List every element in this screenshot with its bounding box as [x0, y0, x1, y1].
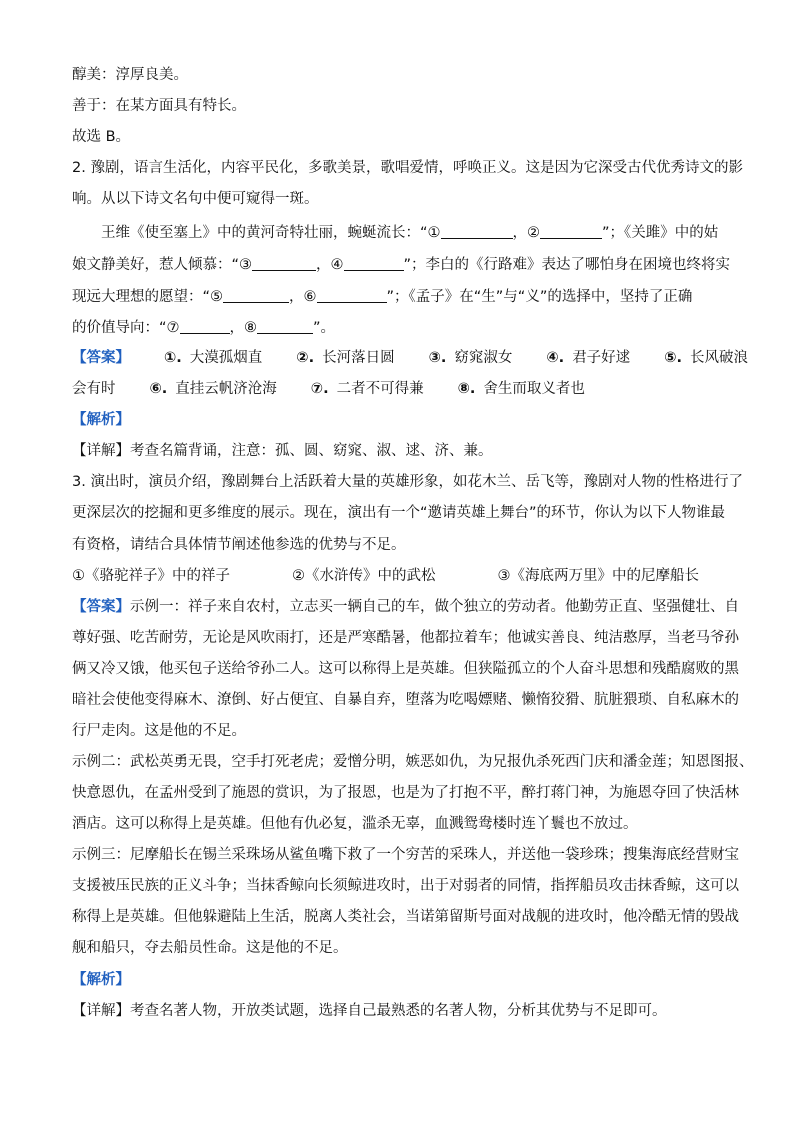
answer-tag: 【答案】	[72, 599, 130, 615]
detail-line: 【详解】考查名篇背诵，注意：孤、圆、窈窕、淑、逑、济、兼。	[72, 443, 493, 459]
text-line: 醇美：淳厚良美。	[72, 67, 188, 83]
option-3: ③《海底两万里》中的尼摩船长	[497, 568, 699, 584]
answer-item: ⑦. 二者不可得兼	[310, 381, 424, 397]
blank-3[interactable]	[252, 256, 316, 271]
answer-line-1	[72, 348, 748, 368]
example-line: 快意恩仇，在孟州受到了施恩的赏识，为了报恩，也是为了打抱不平，醉打蒋门神，为施恩夺回了快活林	[72, 785, 739, 801]
fill-line-3: 现远大理想的愿望：“⑤ ，⑥ ”；《孟子》在“生”与“义”的选择中，坚持了正确	[72, 289, 693, 305]
answer-item: ④. 君子好逑	[546, 350, 631, 366]
text-line: 有资格，请结合具体情节阐述他参选的优势与不足。	[72, 537, 406, 553]
example-line: 舰和船只，夺去船员性命。这是他的不足。	[72, 940, 348, 956]
fill-line-2: 娘文静美好，惹人倾慕：“③ ，④ ”；李白的《行路难》表达了哪怕身在困境也终将实	[72, 257, 731, 273]
blank-6[interactable]	[317, 288, 387, 303]
analysis-tag: 【解析】	[72, 412, 130, 428]
example-line: 尊好强、吃苦耐劳，无论是风吹雨打，还是严寒酷暑，他都拉着车；他诚实善良、纯洁憨厚，当老马爷孙	[72, 630, 739, 646]
options-line	[72, 566, 699, 586]
example-line: 行尸走肉。这是他的不足。	[72, 723, 246, 739]
answer-item: ⑤. 长风破浪	[664, 350, 748, 366]
example-line: 【答案】示例一：祥子来自农村，立志买一辆自己的车，做个独立的劳动者。他勤劳正直、坚强健壮、自	[72, 599, 739, 615]
fill-line-4: 的价值导向：“⑦ ，⑧ ”。	[72, 320, 336, 336]
text-line: 故选 B。	[72, 129, 131, 145]
fill-line-1: 王维《使至塞上》中的黄河奇特壮丽，蜿蜒流长：“① ，② ”；《关雎》中的姑	[101, 225, 719, 241]
answer-item: ⑧. 舍生而取义者也	[457, 381, 585, 397]
answer-item: ⑥. 直挂云帆济沧海	[149, 381, 277, 397]
detail-line: 【详解】考查名著人物，开放类试题，选择自己最熟悉的名著人物，分析其优势与不足即可。	[72, 1003, 667, 1019]
blank-4[interactable]	[344, 256, 404, 271]
blank-2[interactable]	[540, 224, 602, 239]
answer-item: ②. 长河落日圆	[296, 350, 395, 366]
example-line: 示例二：武松英勇无畏，空手打死老虎；爱憎分明，嫉恶如仇，为兄报仇杀死西门庆和潘金莲；知恩图报、	[72, 754, 754, 770]
blank-7[interactable]	[180, 319, 230, 334]
blank-8[interactable]	[257, 319, 313, 334]
example-line: 酒店。这可以称得上是英雄。但他有仇必复，滥杀无辜，血溅鸳鸯楼时连丫鬟也不放过。	[72, 816, 638, 832]
example-line: 暗社会使他变得麻木、潦倒、好占便宜、自暴自弃，堕落为吃喝嫖赌、懒惰狡猾、肮脏猥琐、自私麻木的	[72, 692, 739, 708]
blank-1[interactable]	[441, 224, 513, 239]
option-1: ①《骆驼祥子》中的祥子	[72, 568, 230, 584]
answer-item: ①. 大漠孤烟直	[164, 350, 263, 366]
blank-5[interactable]	[223, 288, 289, 303]
question-2: 2. 豫剧，语言生活化，内容平民化，多歌美景，歌唱爱情，呼唤正义。这是因为它深受古代优秀诗文的影	[72, 160, 743, 176]
text-line: 更深层次的挖掘和更多维度的展示。现在，演出有一个“邀请英雄上舞台”的环节，你认为以下人物谁最	[72, 505, 726, 521]
example-line: 俩又冷又饿，他买包子送给爷孙二人。这可以称得上是英雄。但狭隘孤立的个人奋斗思想和残酷腐败的黑	[72, 661, 739, 677]
text-line: 响。从以下诗文名句中便可窥得一斑。	[72, 191, 319, 207]
example-line: 称得上是英雄。但他躲避陆上生活，脱离人类社会，当诺第留斯号面对战舰的进攻时，他冷酷无情的毁战	[72, 909, 739, 925]
analysis-tag: 【解析】	[72, 972, 130, 988]
question-3: 3. 演出时，演员介绍，豫剧舞台上活跃着大量的英雄形象，如花木兰、岳飞等，豫剧对人物的性格进行了	[72, 474, 743, 490]
option-2: ②《水浒传》中的武松	[292, 568, 436, 584]
answer-tag: 【答案】	[72, 350, 130, 366]
example-line: 支援被压民族的正义斗争；当抹香鲸向长须鲸进攻时，出于对弱者的同情，指挥船员攻击抹香鲸，这可以	[72, 878, 739, 894]
example-line: 示例三：尼摩船长在锡兰采珠场从鲨鱼嘴下救了一个穷苦的采珠人，并送他一袋珍珠；搜集海底经营财宝	[72, 847, 739, 863]
answer-line-2: 会有时 ⑥. 直挂云帆济沧海 ⑦. 二者不可得兼 ⑧. 舍生而取义者也	[72, 381, 585, 397]
answer-item: ③. 窈窕淑女	[428, 350, 513, 366]
text-line: 善于：在某方面具有特长。	[72, 98, 246, 114]
